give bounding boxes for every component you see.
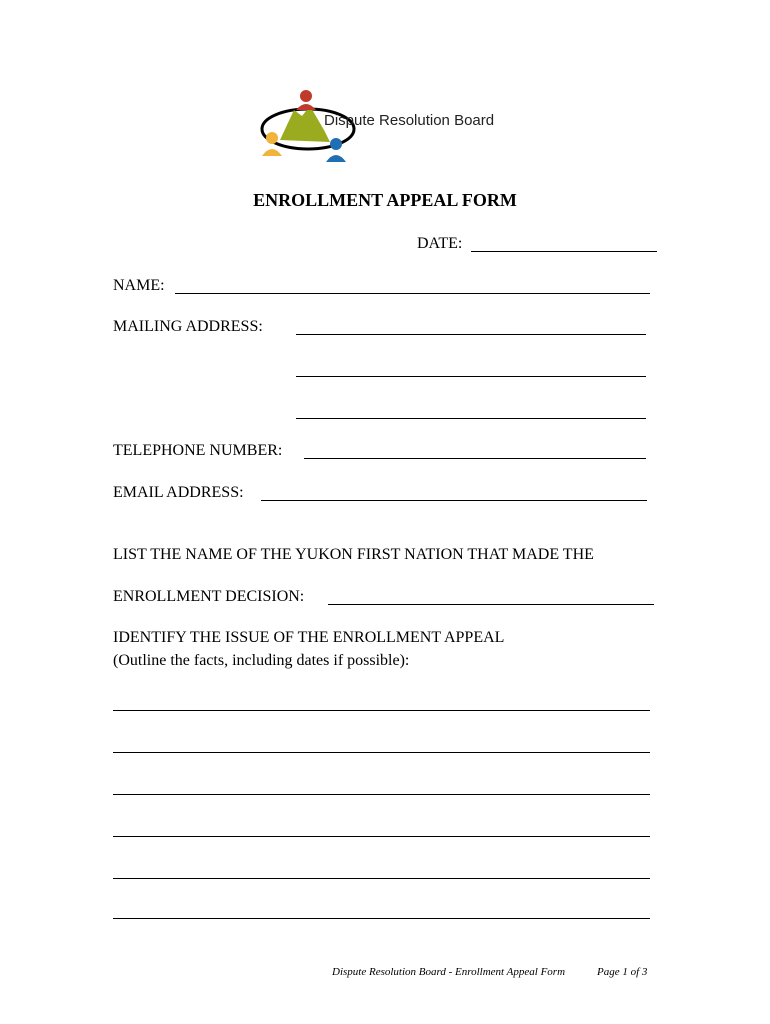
mailing-address-field-1[interactable] <box>296 334 646 335</box>
name-field[interactable] <box>175 293 650 294</box>
name-label: NAME: <box>113 277 165 294</box>
mailing-address-field-2[interactable] <box>296 376 646 377</box>
issue-heading: IDENTIFY THE ISSUE OF THE ENROLLMENT APPEAL <box>113 629 505 646</box>
telephone-field[interactable] <box>304 458 646 459</box>
issue-field-line-5[interactable] <box>113 878 650 879</box>
issue-subheading: (Outline the facts, including dates if possible): <box>113 652 410 669</box>
issue-field-line-2[interactable] <box>113 752 650 753</box>
email-field[interactable] <box>261 500 647 501</box>
mailing-address-label: MAILING ADDRESS: <box>113 318 263 335</box>
logo-text: Dispute Resolution Board <box>324 112 495 129</box>
footer-page-number: Page 1 of 3 <box>597 966 648 978</box>
mailing-address-field-3[interactable] <box>296 418 646 419</box>
date-field[interactable] <box>471 251 657 252</box>
date-label: DATE: <box>417 235 463 252</box>
first-nation-field[interactable] <box>328 604 654 605</box>
issue-field-line-6[interactable] <box>113 918 650 919</box>
first-nation-label-line1: LIST THE NAME OF THE YUKON FIRST NATION THAT MADE THE <box>113 546 594 563</box>
dispute-resolution-board-logo <box>258 86 518 166</box>
issue-field-line-3[interactable] <box>113 794 650 795</box>
first-nation-label-line2: ENROLLMENT DECISION: <box>113 588 305 605</box>
footer-doc-name: Dispute Resolution Board - Enrollment Appeal Form <box>332 966 566 978</box>
issue-field-line-4[interactable] <box>113 836 650 837</box>
email-label: EMAIL ADDRESS: <box>113 484 244 501</box>
telephone-label: TELEPHONE NUMBER: <box>113 442 283 459</box>
form-title: ENROLLMENT APPEAL FORM <box>253 190 517 210</box>
issue-field-line-1[interactable] <box>113 710 650 711</box>
